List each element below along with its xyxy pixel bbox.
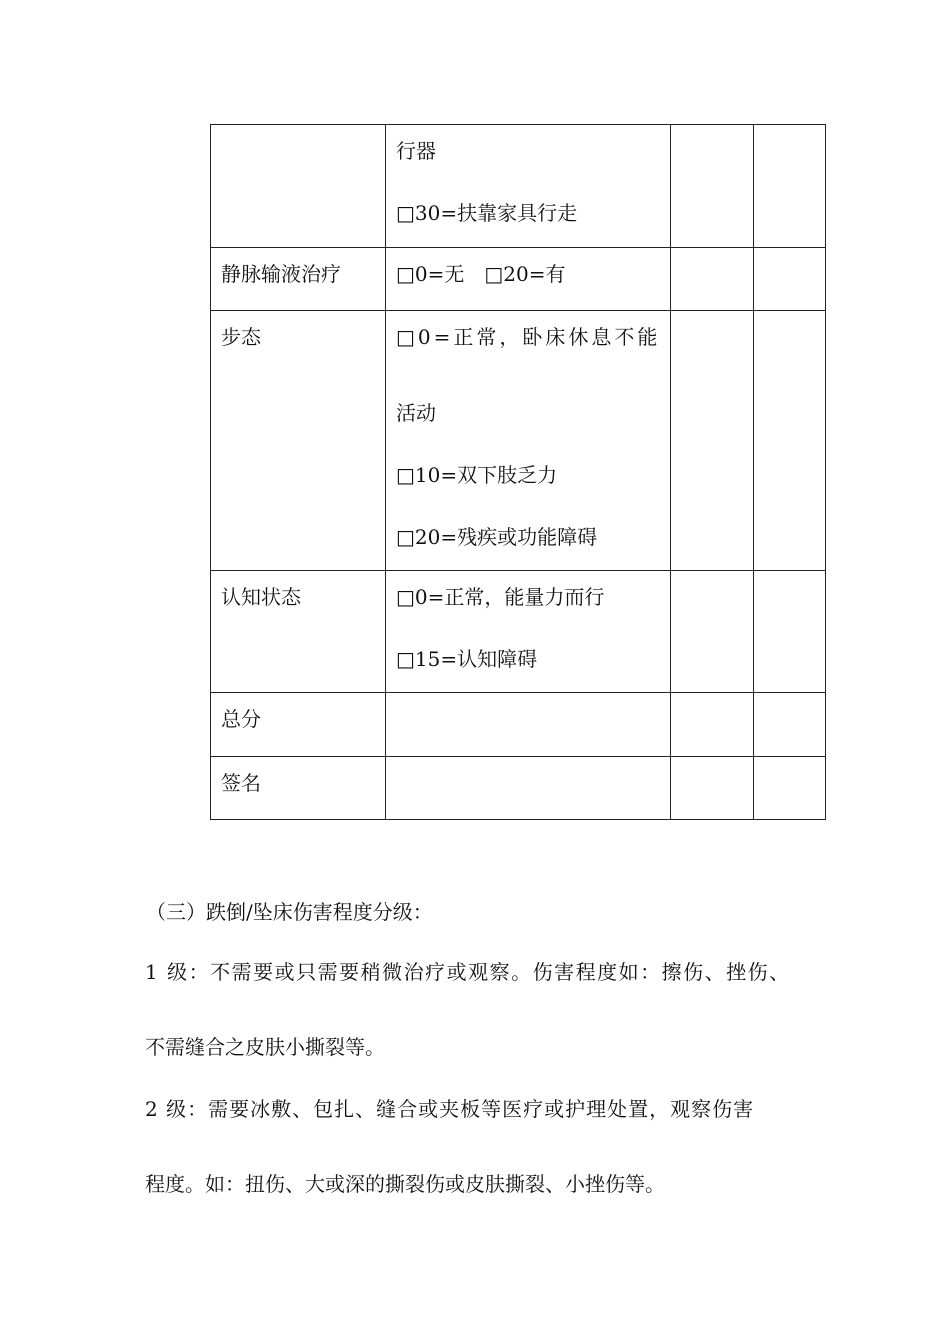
score-cell[interactable]: [754, 757, 826, 820]
table-row-iv-therapy: [211, 248, 826, 311]
section-heading: （三）跌倒/坠床伤害程度分级：: [146, 900, 433, 924]
item-cell: 认知状态: [211, 571, 386, 693]
score-cell[interactable]: [754, 125, 826, 248]
option-text: 活动: [396, 401, 436, 425]
option-checkbox-iv[interactable]: □0=无 □20=有: [396, 262, 566, 286]
table-row-gait: [211, 311, 826, 571]
options-cell: [386, 311, 671, 571]
item-cell: 步态: [211, 311, 386, 571]
score-cell[interactable]: [754, 248, 826, 311]
option-checkbox-15-impaired[interactable]: □15=认知障碍: [396, 647, 538, 671]
table-row-total: [211, 693, 826, 757]
score-cell[interactable]: [671, 757, 754, 820]
option-checkbox-30-furniture[interactable]: □30=扶靠家具行走: [396, 201, 578, 225]
option-checkbox-0-normal[interactable]: □0=正常，卧床休息不能: [396, 325, 661, 349]
table-row-walking-aid: [211, 125, 826, 248]
total-value-cell[interactable]: [386, 693, 671, 757]
level2-description-cont: 程度。如：扭伤、大或深的撕裂伤或皮肤撕裂、小挫伤等。: [145, 1172, 665, 1196]
option-checkbox-20-disability[interactable]: □20=残疾或功能障碍: [396, 525, 598, 549]
item-cell: 总分: [211, 693, 386, 757]
options-cell: [386, 125, 671, 248]
table-row-cognition: [211, 571, 826, 693]
score-cell[interactable]: [754, 693, 826, 757]
level1-description-cont: 不需缝合之皮肤小撕裂等。: [145, 1035, 385, 1059]
score-cell[interactable]: [671, 571, 754, 693]
score-cell[interactable]: [671, 248, 754, 311]
table-row-signature: [211, 757, 826, 820]
score-cell[interactable]: [671, 693, 754, 757]
score-cell[interactable]: [754, 571, 826, 693]
options-cell: [386, 248, 671, 311]
level2-description: 2 级：需要冰敷、包扎、缝合或夹板等医疗或护理处置，观察伤害: [145, 1097, 755, 1121]
option-checkbox-10-weakness[interactable]: □10=双下肢乏力: [396, 463, 558, 487]
item-cell: 签名: [211, 757, 386, 820]
options-cell: [386, 571, 671, 693]
score-cell[interactable]: [671, 311, 754, 571]
item-cell: [211, 125, 386, 248]
item-cell: 静脉输液治疗: [211, 248, 386, 311]
signature-cell[interactable]: [386, 757, 671, 820]
score-cell[interactable]: [754, 311, 826, 571]
level1-description: 1 级：不需要或只需要稍微治疗或观察。伤害程度如：擦伤、挫伤、: [145, 960, 791, 984]
option-checkbox-0-normal[interactable]: □0=正常，能量力而行: [396, 585, 605, 609]
option-text: 行器: [396, 139, 436, 163]
fall-risk-assessment-table: [210, 124, 826, 820]
score-cell[interactable]: [671, 125, 754, 248]
